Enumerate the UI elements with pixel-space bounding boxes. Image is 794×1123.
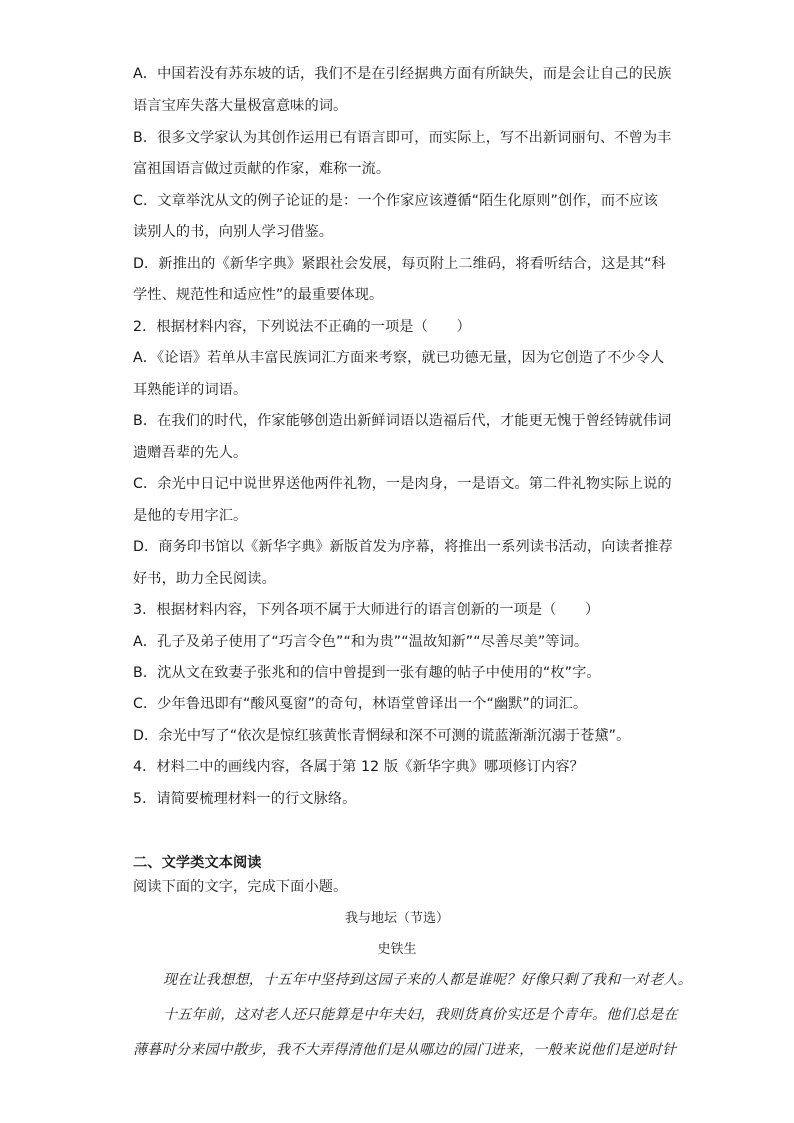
q3-option-d: D．余光中写了“依次是惊红骇黄怅青惘绿和深不可测的谎蓝渐渐沉溺于苍黛”。 [133,728,631,744]
q1-option-d-line1: D．新推出的《新华字典》紧跟社会发展，每页附上二维码，将看听结合，这是其“科 [133,256,666,272]
q2-option-b-line1: B．在我们的时代，作家能够创造出新鲜词语以造福后代，才能更无愧于曾经铸就伟词 [133,413,672,429]
q2-stem: 2．根据材料内容，下列说法不正确的一项是（ ） [133,319,471,335]
passage-title: 我与地坛（节选） [344,911,449,926]
q1-option-c-line1: C．文章举沈从文的例子论证的是：一个作家应该遵循“陌生化原则”创作，而不应该 [133,193,658,209]
passage-paragraph-1: 现在让我想想，十五年中坚持到这园子来的人都是谁呢？好像只剩了我和一对老人。 [163,972,693,988]
q2-option-d-line1: D．商务印书馆以《新华字典》新版首发为序幕，将推出一系列读书活动，向读者推荐 [133,539,673,555]
q2-option-d-line2: 好书，助力全民阅读。 [133,571,276,587]
q5-stem: 5．请简要梳理材料一的行文脉络。 [133,791,357,807]
passage-paragraph-2-line1: 十五年前，这对老人还只能算是中年夫妇，我则货真价实还是个青年。他们总是在 [163,1007,678,1023]
passage-paragraph-2-line2: 薄暮时分来园中散步，我不大弄得清他们是从哪边的园门进来，一般来说他们是逆时针 [133,1042,677,1058]
q2-option-a-line1: A．《论语》若单从丰富民族词汇方面来考察，就已功德无量，因为它创造了不少令人 [133,350,665,366]
q2-option-c-line2: 是他的专用字汇。 [133,508,248,524]
q2-option-b-line2: 遗赠吾辈的先人。 [133,445,248,461]
q1-option-c-line2: 读别人的书，向别人学习借鉴。 [133,224,334,240]
q1-option-a-line1: A．中国若没有苏东坡的话，我们不是在引经据典方面有所缺失，而是会让自己的民族 [133,66,672,82]
q3-option-b: B．沈从文在致妻子张兆和的信中曾提到一张有趣的帖子中使用的“枚”字。 [133,665,601,681]
q3-stem: 3．根据材料内容，下列各项不属于大师进行的语言创新的一项是（ ） [133,602,600,618]
section2-heading: 二、文学类文本阅读 [133,855,262,871]
passage-author: 史铁生 [377,942,417,957]
q2-option-c-line1: C．余光中日记中说世界送他两件礼物，一是肉身，一是语文。第二件礼物实际上说的 [133,476,672,492]
q1-option-d-line2: 学性、规范性和适应性”的最重要体现。 [133,287,384,303]
q3-option-a: A．孔子及弟子使用了“巧言令色”“和为贵”“温故知新”“尽善尽美”等词。 [133,634,589,650]
q1-option-b-line1: B．很多文学家认为其创作运用已有语言即可，而实际上，写不出新词丽句、不曾为丰 [133,130,672,146]
section2-instruction: 阅读下面的文字，完成下面小题。 [133,879,348,895]
q4-stem: 4．材料二中的画线内容，各属于第 12 版《新华字典》哪项修订内容？ [133,759,584,775]
q1-option-b-line2: 富祖国语言做过贡献的作家，难称一流。 [133,161,391,177]
q1-option-a-line2: 语言宝库失落大量极富意味的词。 [133,98,348,114]
q3-option-c: C．少年鲁迅即有“酸风戛窗”的奇句，林语堂曾译出一个“幽默”的词汇。 [133,696,588,712]
q2-option-a-line2: 耳熟能详的词语。 [133,382,248,398]
